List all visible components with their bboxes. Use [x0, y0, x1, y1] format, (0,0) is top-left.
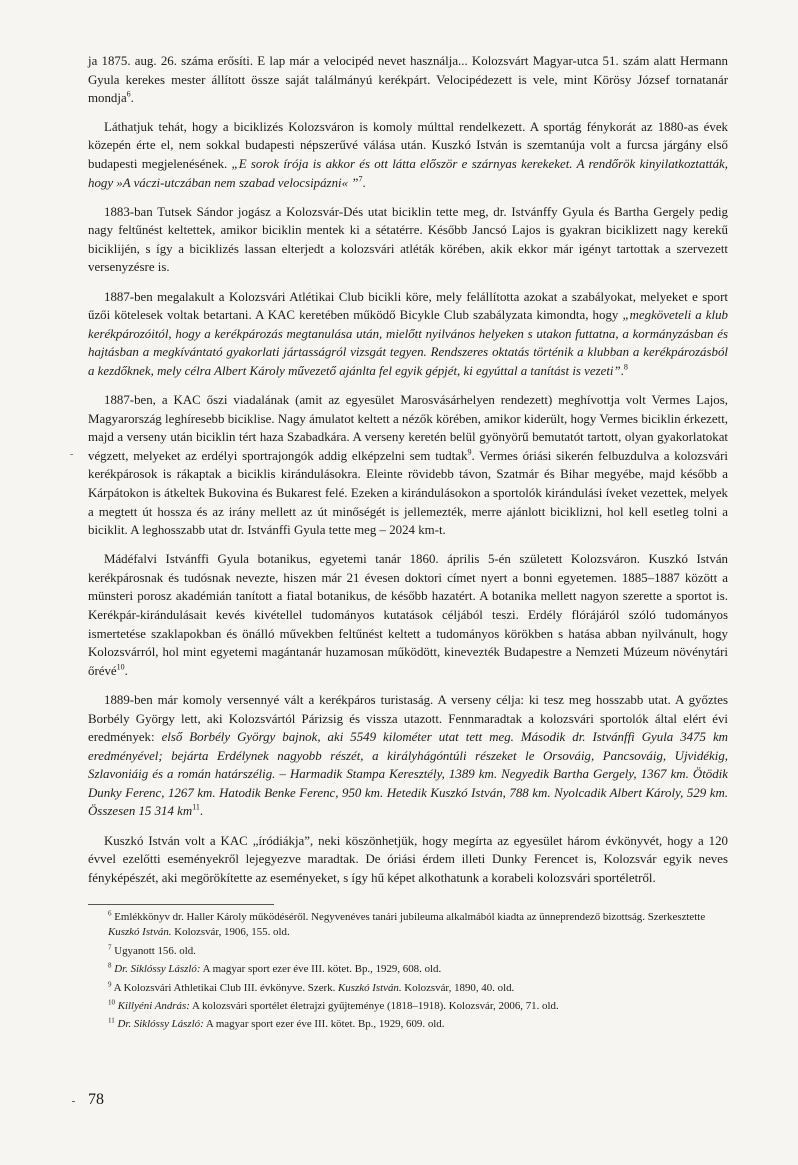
- paragraph-2-quote: „E sorok írója is akkor és ott látta először e szárnyas kerekeket. A rendőrök kinyilatkoztatták, hogy »A váczi-utczában nem szabad velocsipázni« ”: [88, 156, 729, 190]
- footnote-number: 10: [108, 998, 115, 1007]
- footnote-author: Killyéni András:: [117, 1000, 190, 1013]
- footnote-ref-9[interactable]: 9: [467, 447, 472, 457]
- paragraph-2: Láthatjuk tehát, hogy a biciklizés Kolozsváron is komoly múlttal rendelkezett. A sportág fénykorát az 1880-as évek közepén érte el, nem sokkal budapesti népszerűvé válása után. Kuszkó István is szemtanúja volt a furcsa járgány első budapesti megjelenésének. „E sorok írója is akkor és ott látta először e szárnyas kerekeket. A rendőrök kinyilatkoztatták, hogy »A váczi-utczában nem szabad velocsipázni« ”$^7$.: [88, 119, 729, 190]
- page-number: 78: [88, 1091, 104, 1108]
- footnote-number: 6: [108, 909, 112, 918]
- paragraph-7: 1889-ben már komoly versennyé vált a kerékpáros turistaság. A verseny célja: ki tesz meg hosszabb utat. A győztes Borbély György lett, aki Kolozsvártól Párizsig és vissza utazott. Fennmaradtak a kolozsvári sportolók által elért évi eredmények: első Borbély György bajnok, aki 5549 kilométer utat tett meg. Második dr. Istvánffi Gyula 3475 km eredményével; bejárta Erdélynek nagyobb részét, a királyhágóntúli részeket le Orsováig, Pancsováig, Ujvidékig, Szlavoniáig és a román határszélig. – Harmadik Stampa Keresztély, 1389 km. Negyedik Bartha Gergely, 1367 km. Ötödik Dunky Ferenc, 1267 km. Hatodik Benke Ferenc, 950 km. Hetedik Kuszkó István, 788 km. Nyolcadik Albert Károly, 529 km. Összesen 15 314 $km^{11}$.: [88, 692, 728, 819]
- footnote-ref-11[interactable]: 11: [192, 803, 200, 813]
- paragraph-2-text: Láthatjuk tehát, hogy a biciklizés Kolozsváron is komoly múlttal rendelkezett. A sportág fénykorát az 1880-as évek közepén érte el, nem sokkal budapesti népszerűvé válása után. Kuszkó István is szemtanúja volt a furcsa járgány első budapesti megjelenésének.: [88, 119, 728, 171]
- footnote-number: 7: [108, 943, 112, 952]
- footnote-divider: [88, 904, 274, 905]
- paragraph-7-results: első Borbély György bajnok, aki 5549 kilométer utat tett meg. Második dr. Istvánffi Gyula 3475 km eredményével; bejárta Erdélynek nagyobb részét, a királyhágóntúli részeket le Orsováig, Pancsováig, Ujvidékig, Szlavoniáig és a román határszélig. – Harmadik Stampa Keresztély, 1389 km. Negyedik Bartha Gergely, 1367 km. Ötödik Dunky Ferenc, 1267 km. Hatodik Benke Ferenc, 950 km. Hetedik Kuszkó István, 788 km. Nyolcadik Albert Károly, 529 km. Összesen 15 314 km: [88, 730, 728, 819]
- footnote-author: Dr. Siklóssy László:: [117, 1018, 204, 1031]
- footnote-text: A Kolozsvári Athletikai Club III. évkönyve. Szerk.: [113, 981, 339, 994]
- footnote-tail: Kolozsvár, 1890, 40. old.: [401, 981, 515, 994]
- footnote-italic: Kuszkó István.: [338, 981, 402, 994]
- paragraph-7-text: 1889-ben már komoly versennyé vált a kerékpáros turistaság. A verseny célja: ki tesz meg hosszabb utat. A győztes Borbély György lett, aki Kolozsvártól Párizsig és vissza utazott. Fennmaradtak a kolozsvári sportolók által elért évi eredmények:: [88, 692, 728, 745]
- margin-mark: [72, 1101, 75, 1102]
- footnote-7: [108, 944, 708, 959]
- paragraph-3: 1883-ban Tutsek Sándor jogász a Kolozsvár-Dés utat biciklin tette meg, dr. Istvánffy Gyula és Bartha Gergely pedig nagy feltűnést keltettek, amikor biciklin mentek ki a sétatérre. Később Jancsó Lajos is gyakran biciklizett nagy kerekű biciklijén, s így a biciklizés lassan elterjedt a kolozsvári atléták körében, akik ekkor már igényt tartottak a szervezett versenyzésre is.: [88, 204, 728, 275]
- paragraph-5-text-a: 1887-ben, a KAC őszi viadalának (amit az egyesület Marosvásárhelyen rendezett) meghívottja volt Vermes Lajos, Magyarország leghíresebb biciklise. Nagy ámulatot keltett a nézők körében, amikor kiderült, hogy Vermes biciklin érkezett, majd a verseny után biciklin tért haza Szabadkára. A verseny keretén belül gyönyörű bemutatót tartott, olyan gyakorlatokat végzett, melyeket az erdélyi sportrajongók addig elképzelni sem tudtak: [88, 393, 728, 463]
- footnote-11: [108, 1017, 708, 1032]
- paragraph-4-quote: „megköveteli a klub kerékpározóitól, hogy a kerékpározás megtanulása után, mielőtt nyilvános helyeken s utakon futtatna, a kormányzásban és hajtásban a megkívántató gyakorlati jártasságról vizsgát tegyen. Rendszeres oktatás történik a klubban a kerékpározásból a kezdőknek, mely célra Albert Károly művezető ajánlta fel egyik gépjét, ki egyúttal a tanítást is vezeti”: [88, 308, 728, 378]
- footnote-8: [108, 962, 708, 977]
- footnote-text: A magyar sport ezer éve III. kötet. Bp., 1929, 609. old.: [203, 1018, 445, 1031]
- footnote-text: Ugyanott 156. old.: [114, 944, 196, 957]
- footnote-number: 8: [108, 961, 112, 970]
- footnote-10: [108, 999, 708, 1014]
- footnote-number: 11: [108, 1016, 115, 1025]
- footnote-text: A magyar sport ezer éve III. kötet. Bp., 1929, 608. old.: [200, 963, 442, 976]
- paragraph-4-text: 1887-ben megalakult a Kolozsvári Atlétikai Club bicikli köre, mely felállította azokat a szabályokat, melyeket e sport űzői kötelesek voltak betartani. A KAC keretében működő Bicykle Club szabályzata kimondta, hogy: [88, 289, 728, 323]
- paragraph-1: ja 1875. aug. 26. száma erősíti. E lap már a velocipéd nevet használja... Kolozsvárt Magyar-utca 51. szám alatt Hermann Gyula kerekes mester állított össze saját találmányú kerékpárt. Velocipédezett is vele, mint Körösy József tornatanár mondja$^6$.: [88, 54, 728, 106]
- body-text: [88, 52, 728, 887]
- paragraph-6-text: Mádéfalvi Istvánffi Gyula botanikus, egyetemi tanár 1860. április 5-én született Kolozsváron. Kuszkó István kerékpárosnak és tudósnak nevezte, hiszen már 21 évesen doktori címet nyert a bonni egyetemen. 1885–1887 között a münsteri porosz akadémián tanított a fiatal botanikus, de később hazatért. A botanika mellett nagyon szerette a sportot is. Kerékpár-kirándulásait kevés kivétellel tudományos kutatások céljából teszi. Erdély flórájáról szóló tudományos ismertetése szaklapokban és önálló művekben feltűnést keltett a tudományos körökben s hatása abban nyilvánult, hogy Kolozsvárról, hol mint egyetemi magántanár huzamosan működött, kinevezték Budapestre a Nemzeti Múzeum növénytári őrévé: [88, 552, 728, 678]
- footnote-tail: Kolozsvár, 1906, 155. old.: [171, 926, 290, 939]
- paragraph-6: Mádéfalvi Istvánffi Gyula botanikus, egyetemi tanár 1860. április 5-én született Kolozsváron. Kuszkó István kerékpárosnak és tudósnak nevezte, hiszen már 21 évesen doktori címet nyert a bonni egyetemen. 1885–1887 között a münsteri porosz akadémián tanított a fiatal botanikus, de később hazatért. A botanika mellett nagyon szerette a sportot is. Kerékpár-kirándulásait kevés kivétellel tudományos kutatások céljából teszi. Erdély flórájáról szóló tudományos ismertetése szaklapokban és önálló művekben feltűnést keltett a tudományos körökben s hatása abban nyilvánult, hogy Kolozsvárról, hol mint egyetemi magántanár huzamosan működött, kinevezték Budapestre a Nemzeti Múzeum növénytári őrévé$^{10}$.: [88, 552, 728, 678]
- paragraph-5: [88, 391, 728, 540]
- paragraph-1-text: ja 1875. aug. 26. száma erősíti. E lap már a velocipéd nevet használja... Kolozsvárt Magyar-utca 51. szám alatt Hermann Gyula kerekes mester állított össze saját találmányú kerékpárt. Velocipédezett is vele, mint Körösy József tornatanár mondja: [88, 54, 728, 106]
- margin-mark: [70, 454, 73, 455]
- paragraph-5-text-b: . Vermes óriási sikerén felbuzdulva a kolozsvári kerékpárosok is rákaptak a biciklis kirándulásokra. Eleinte rövidebb távon, Szatmár és Bihar megyébe, majd később a Kárpátokon is átkeltek Bukovina és Bukarest felé. Ezeken a kirándulásokon a sportolók kirándulási íveket vezettek, melyek a megtett út hossza és az irány mellett az út minőségét is jellemezték, merre ajánlott biciklizni, hol kell esetleg tolni a biciklit. A leghosszabb utat dr. Istvánffi Gyula tette meg – 2024 km-t.: [88, 448, 728, 538]
- footnotes: [108, 910, 708, 1036]
- footnote-ref-8[interactable]: 8: [623, 362, 628, 372]
- footnote-9: [108, 981, 708, 996]
- footnote-ref-10[interactable]: 10: [116, 662, 125, 672]
- footnote-ref-7[interactable]: 7: [358, 174, 363, 184]
- footnote-text: Emlékkönyv dr. Haller Károly működéséről. Negyvenéves tanári jubileuma alkalmából kiadta az ünneprendező bizottság. Szerkesztette: [114, 911, 706, 923]
- footnote-6: [108, 910, 708, 941]
- footnote-number: 9: [108, 980, 112, 988]
- paragraph-8: Kuszkó István volt a KAC „íródiákja”, neki köszönhetjük, hogy megírta az egyesület három évkönyvét, hogy a 120 évvel ezelőtti eseményekről lejegyezve maradtak. De óriási érdem illeti Dunky Ferencet is, Kolozsvár egyik neves fényképészét, aki megörökítette az eseményeket, s így hű képet alkothatunk a korabeli kolozsvári sportéletről.: [88, 833, 728, 885]
- footnote-italic: Kuszkó István.: [108, 926, 172, 939]
- footnote-text: A kolozsvári sportélet életrajzi gyűjteménye (1818–1918). Kolozsvár, 2006, 71. old.: [189, 1000, 559, 1013]
- paragraph-4: 1887-ben megalakult a Kolozsvári Atlétikai Club bicikli köre, mely felállította azokat a szabályokat, melyeket e sport űzői kötelesek voltak betartani. A KAC keretében működő Bicykle Club szabályzata kimondta, hogy „megköveteli a klub kerékpározóitól, hogy a kerékpározás megtanulása után, mielőtt nyilvános helyeken s utakon futtatna, a kormányzásban és hajtásban a megkívántató gyakorlati jártasságról vizsgát tegyen. Rendszeres oktatás történik a klubban a kerékpározásból a kezdőknek, mely célra Albert Károly művezető ajánlta fel egyik gépjét, ki egyúttal a tanítást is vezeti”.$^8$: [88, 289, 728, 378]
- footnote-ref-6[interactable]: 6: [126, 89, 131, 99]
- footnote-author: Dr. Siklóssy László:: [114, 963, 201, 976]
